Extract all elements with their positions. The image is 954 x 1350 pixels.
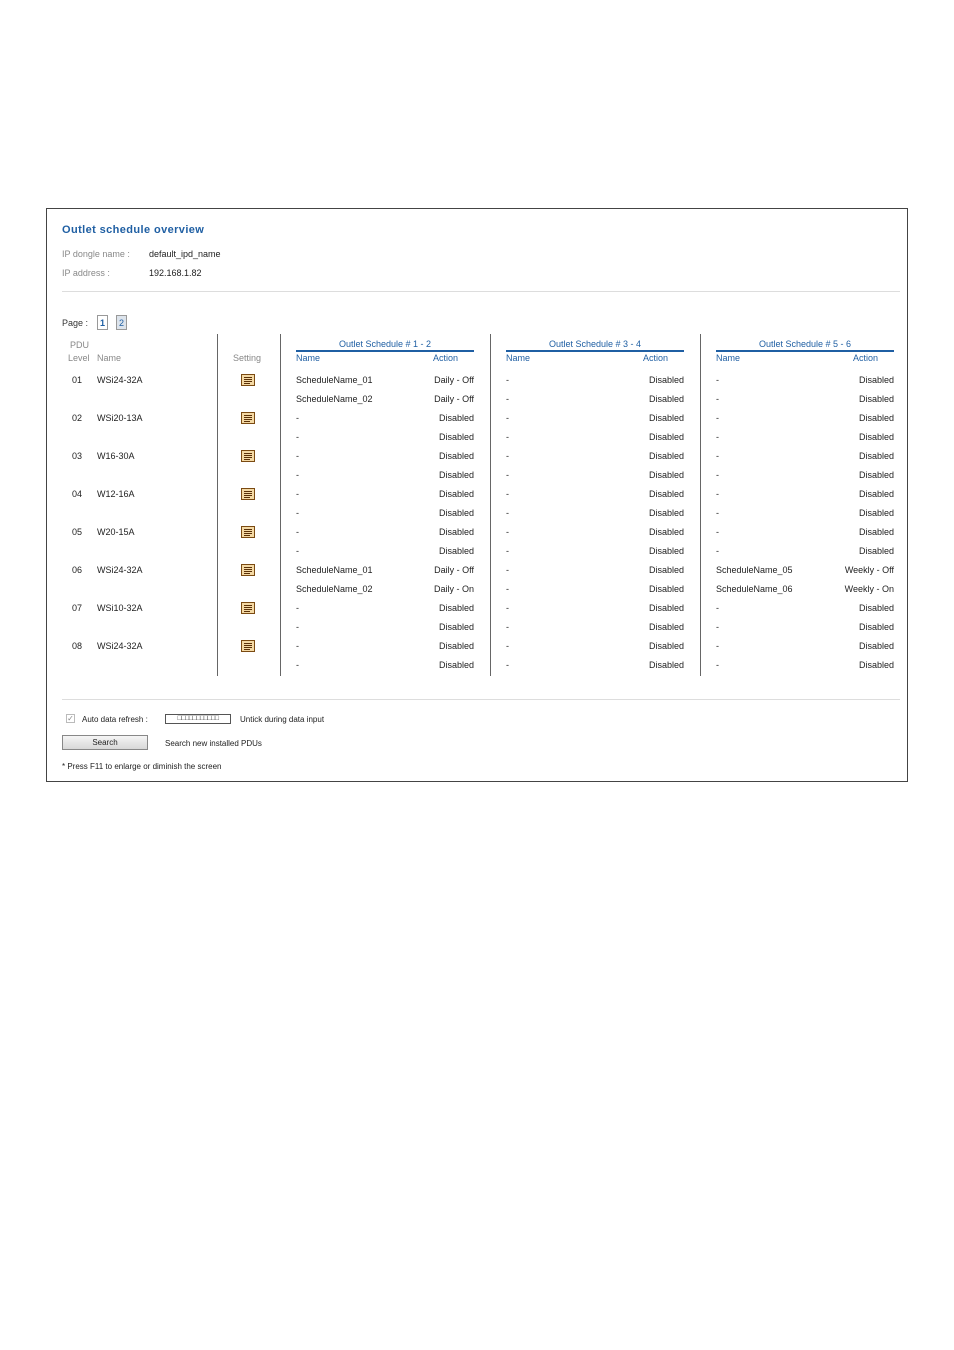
- schedule-name-cell: -: [716, 394, 719, 404]
- ip-dongle-value: default_ipd_name: [149, 249, 221, 259]
- schedule-action-cell: Disabled: [438, 546, 474, 556]
- divider-top: [62, 291, 900, 292]
- divider-bottom: [62, 699, 900, 700]
- schedule-action-cell: Disabled: [858, 641, 894, 651]
- pdu-level: 01: [72, 375, 83, 385]
- schedule-action-cell: Disabled: [648, 660, 684, 670]
- schedule-name-header: Name: [296, 353, 321, 363]
- schedule-action-cell: Disabled: [648, 375, 684, 385]
- schedule-name-cell: -: [296, 432, 299, 442]
- schedule-name-header: Name: [506, 353, 531, 363]
- schedule-action-cell: Disabled: [438, 413, 474, 423]
- schedule-action-cell: Disabled: [438, 660, 474, 670]
- schedule-action-cell: Disabled: [648, 489, 684, 499]
- schedule-action-cell: Disabled: [648, 565, 684, 575]
- schedule-action-cell: Disabled: [858, 508, 894, 518]
- page-label: Page :: [62, 318, 89, 328]
- page-2-button[interactable]: 2: [116, 315, 127, 330]
- pdu-header: PDU: [70, 340, 90, 350]
- schedule-action-cell: Disabled: [858, 546, 894, 556]
- schedule-name-cell: -: [716, 508, 719, 518]
- schedule-action-cell: Disabled: [648, 584, 684, 594]
- auto-refresh-checkbox[interactable]: ✓: [67, 714, 74, 723]
- schedule-name-cell: -: [296, 641, 299, 651]
- schedule-action-cell: Disabled: [438, 641, 474, 651]
- schedule-action-cell: Daily - Off: [434, 375, 474, 385]
- schedule-name-cell: -: [506, 470, 509, 480]
- pdu-level: 03: [72, 451, 83, 461]
- schedule-name-cell: ScheduleName_02: [296, 394, 373, 404]
- search-note: Search new installed PDUs: [165, 739, 262, 748]
- pdu-name: WSi24-32A: [97, 375, 143, 385]
- schedule-action-cell: Disabled: [648, 546, 684, 556]
- schedule-group-underline: [296, 350, 474, 352]
- schedule-name-cell: -: [296, 470, 299, 480]
- schedule-name-header: Name: [716, 353, 741, 363]
- schedule-name-cell: -: [716, 660, 719, 670]
- schedule-action-cell: Disabled: [858, 451, 894, 461]
- schedule-action-cell: Disabled: [858, 603, 894, 613]
- settings-list-icon[interactable]: [241, 564, 255, 576]
- schedule-action-cell: Disabled: [648, 470, 684, 480]
- setting-header: Setting: [233, 353, 262, 363]
- pdu-level: 02: [72, 413, 83, 423]
- schedule-name-cell: ScheduleName_01: [296, 375, 373, 385]
- schedule-name-cell: -: [506, 451, 509, 461]
- settings-list-icon[interactable]: [241, 602, 255, 614]
- schedule-name-cell: ScheduleName_06: [716, 584, 793, 594]
- schedule-action-cell: Disabled: [648, 527, 684, 537]
- schedule-action-cell: Disabled: [438, 470, 474, 480]
- schedule-name-cell: -: [506, 394, 509, 404]
- schedule-name-cell: -: [506, 622, 509, 632]
- pdu-level: 07: [72, 603, 83, 613]
- schedule-action-cell: Disabled: [438, 508, 474, 518]
- schedule-action-cell: Disabled: [858, 375, 894, 385]
- schedule-action-cell: Disabled: [858, 413, 894, 423]
- schedule-action-cell: Disabled: [438, 622, 474, 632]
- schedule-name-cell: -: [716, 527, 719, 537]
- schedule-name-cell: ScheduleName_02: [296, 584, 373, 594]
- ip-address-label: IP address :: [62, 268, 110, 278]
- schedule-name-cell: -: [506, 660, 509, 670]
- column-separator: [700, 334, 701, 676]
- schedule-action-cell: Disabled: [438, 527, 474, 537]
- schedule-action-cell: Disabled: [858, 622, 894, 632]
- schedule-action-cell: Disabled: [858, 489, 894, 499]
- ip-address-value: 192.168.1.82: [149, 268, 202, 278]
- schedule-action-cell: Disabled: [438, 432, 474, 442]
- schedule-name-cell: -: [716, 603, 719, 613]
- schedule-action-header: Action: [853, 353, 879, 363]
- schedule-name-cell: -: [506, 413, 509, 423]
- settings-list-icon[interactable]: [241, 450, 255, 462]
- schedule-name-cell: -: [716, 546, 719, 556]
- pdu-level: 08: [72, 641, 83, 651]
- pdu-name: WSi20-13A: [97, 413, 143, 423]
- schedule-name-cell: -: [716, 375, 719, 385]
- pdu-level: 05: [72, 527, 83, 537]
- schedule-action-cell: Weekly - On: [844, 584, 894, 594]
- schedule-name-cell: -: [296, 451, 299, 461]
- schedule-name-cell: -: [506, 527, 509, 537]
- pdu-name: WSi24-32A: [97, 641, 143, 651]
- pdu-name: WSi10-32A: [97, 603, 143, 613]
- schedule-action-cell: Disabled: [858, 432, 894, 442]
- pdu-name: W20-15A: [97, 527, 135, 537]
- refresh-progress-field: □□□□□□□□□□□: [165, 714, 231, 724]
- pdu-name: WSi24-32A: [97, 565, 143, 575]
- schedule-name-cell: -: [506, 641, 509, 651]
- ip-dongle-label: IP dongle name :: [62, 249, 130, 259]
- schedule-name-cell: -: [716, 413, 719, 423]
- name-header: Name: [97, 353, 122, 363]
- schedule-action-cell: Disabled: [648, 641, 684, 651]
- schedule-name-cell: -: [506, 489, 509, 499]
- schedule-group-title: Outlet Schedule # 1 - 2: [338, 339, 432, 349]
- schedule-action-cell: Disabled: [438, 603, 474, 613]
- schedule-name-cell: -: [506, 546, 509, 556]
- settings-list-icon[interactable]: [241, 526, 255, 538]
- schedule-name-cell: -: [716, 489, 719, 499]
- schedule-name-cell: -: [296, 660, 299, 670]
- settings-list-icon[interactable]: [241, 640, 255, 652]
- page-title: Outlet schedule overview: [62, 224, 205, 236]
- settings-list-icon[interactable]: [241, 412, 255, 424]
- schedule-name-cell: -: [716, 432, 719, 442]
- schedule-group-title: Outlet Schedule # 3 - 4: [548, 339, 642, 349]
- untick-note: Untick during data input: [240, 715, 325, 724]
- schedule-name-cell: -: [296, 527, 299, 537]
- search-button[interactable]: Search: [62, 735, 148, 750]
- column-separator: [490, 334, 491, 676]
- pdu-name: W16-30A: [97, 451, 135, 461]
- schedule-action-cell: Disabled: [858, 527, 894, 537]
- schedule-name-cell: -: [716, 622, 719, 632]
- schedule-name-cell: -: [716, 451, 719, 461]
- level-header: Level: [68, 353, 90, 363]
- schedule-action-cell: Disabled: [438, 489, 474, 499]
- schedule-action-cell: Disabled: [648, 508, 684, 518]
- schedule-action-cell: Disabled: [438, 451, 474, 461]
- schedule-group-underline: [716, 350, 894, 352]
- schedule-name-cell: -: [296, 489, 299, 499]
- schedule-name-cell: -: [296, 603, 299, 613]
- auto-refresh-label: Auto data refresh :: [82, 715, 148, 724]
- f11-note: * Press F11 to enlarge or diminish the screen: [62, 762, 222, 771]
- page-1-button[interactable]: 1: [97, 315, 108, 330]
- schedule-name-cell: ScheduleName_01: [296, 565, 373, 575]
- schedule-action-cell: Daily - Off: [434, 565, 474, 575]
- pdu-level: 04: [72, 489, 83, 499]
- schedule-action-header: Action: [643, 353, 669, 363]
- schedule-name-cell: -: [296, 622, 299, 632]
- schedule-action-cell: Weekly - Off: [844, 565, 894, 575]
- pdu-level: 06: [72, 565, 83, 575]
- schedule-group-title: Outlet Schedule # 5 - 6: [758, 339, 852, 349]
- schedule-action-cell: Disabled: [648, 394, 684, 404]
- schedule-name-cell: -: [296, 413, 299, 423]
- column-separator: [217, 334, 218, 676]
- column-separator: [280, 334, 281, 676]
- schedule-name-cell: ScheduleName_05: [716, 565, 793, 575]
- schedule-action-cell: Disabled: [648, 451, 684, 461]
- schedule-group-underline: [506, 350, 684, 352]
- settings-list-icon[interactable]: [241, 374, 255, 386]
- schedule-action-cell: Disabled: [648, 413, 684, 423]
- schedule-action-cell: Daily - Off: [434, 394, 474, 404]
- schedule-name-cell: -: [506, 584, 509, 594]
- outlet-schedule-panel: [46, 208, 908, 782]
- schedule-action-cell: Disabled: [858, 470, 894, 480]
- schedule-action-cell: Disabled: [648, 622, 684, 632]
- schedule-name-cell: -: [506, 432, 509, 442]
- schedule-name-cell: -: [296, 508, 299, 518]
- schedule-action-cell: Disabled: [648, 432, 684, 442]
- schedule-action-cell: Disabled: [648, 603, 684, 613]
- schedule-action-header: Action: [433, 353, 459, 363]
- schedule-name-cell: -: [716, 641, 719, 651]
- schedule-name-cell: -: [506, 603, 509, 613]
- schedule-name-cell: -: [716, 470, 719, 480]
- schedule-name-cell: -: [506, 565, 509, 575]
- schedule-action-cell: Daily - On: [433, 584, 474, 594]
- pdu-name: W12-16A: [97, 489, 135, 499]
- schedule-action-cell: Disabled: [858, 660, 894, 670]
- settings-list-icon[interactable]: [241, 488, 255, 500]
- schedule-name-cell: -: [506, 508, 509, 518]
- schedule-name-cell: -: [296, 546, 299, 556]
- schedule-name-cell: -: [506, 375, 509, 385]
- schedule-action-cell: Disabled: [858, 394, 894, 404]
